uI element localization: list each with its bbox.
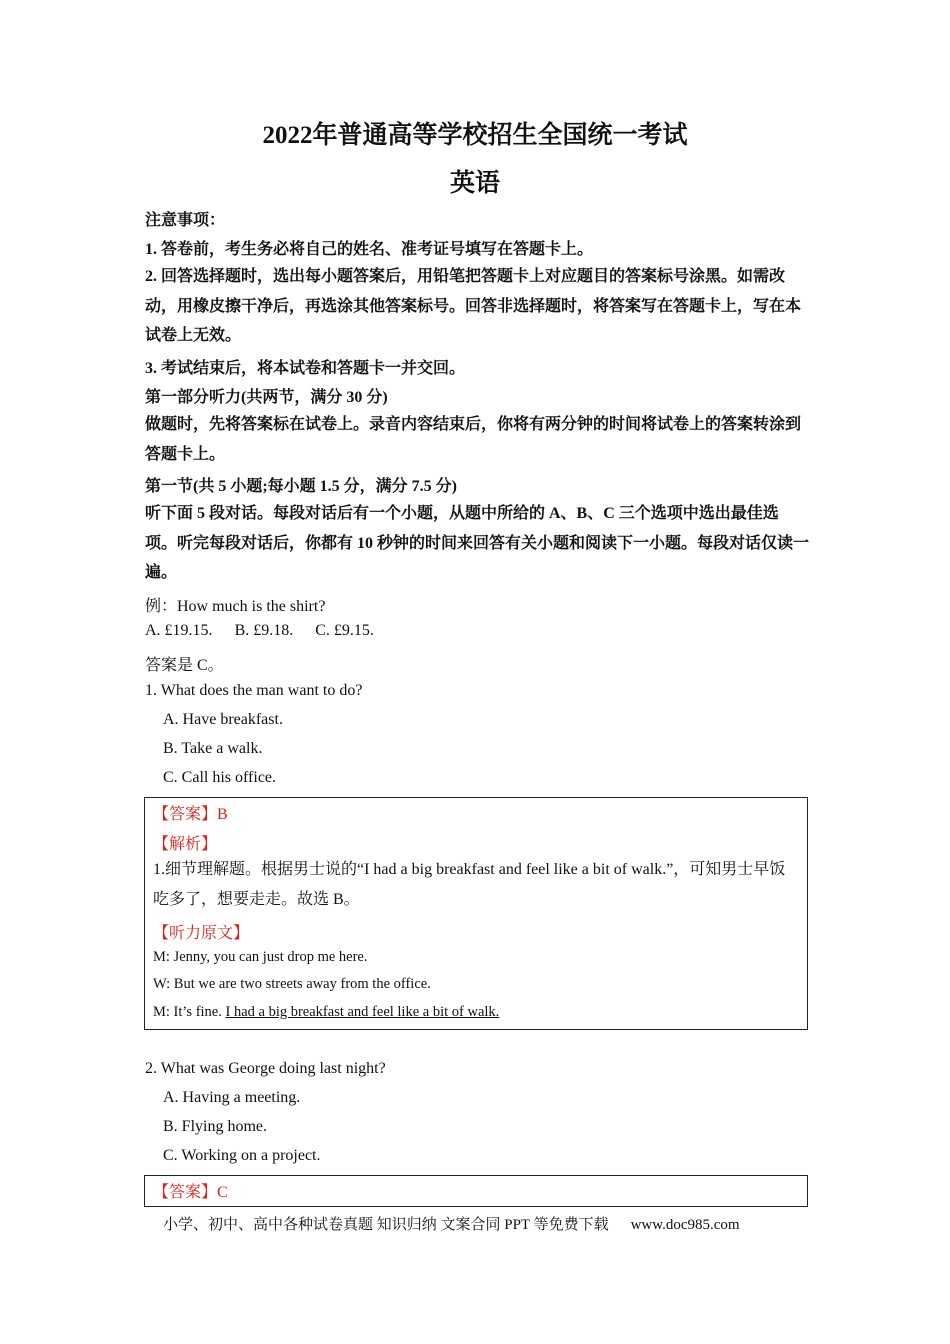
q2-answer-box <box>144 1175 808 1207</box>
example-options <box>145 622 374 640</box>
q2-answer-label: 【答案】 <box>153 1184 218 1201</box>
subject-title: 英语 <box>449 170 500 197</box>
q1-analysis-label: 【解析】 <box>153 836 218 853</box>
q2-answer-value: C <box>217 1184 228 1201</box>
part1-heading: 第一部分听力(共两节，满分 30 分) <box>145 389 388 406</box>
q1-transcript-line-3 <box>153 1004 499 1021</box>
section-instruction: 听下面 5 段对话。每段对话后有一个小题，从题中所给的 A、B、C 三个选项中选出最佳选项。听完每段对话后，你都有 10 秒钟的时间来回答有关小题和阅读下一小题。每段对话仅读一遍。 <box>145 505 810 581</box>
q1-transcript-line-1: M: Jenny, you can just drop me here. <box>153 949 368 965</box>
q2-option-b: B. Flying home. <box>163 1118 268 1135</box>
q1-transcript-line-3-prefix: M: It’s fine. <box>153 1004 226 1020</box>
page-footer <box>163 1213 740 1234</box>
q2-question: 2. What was George doing last night? <box>145 1060 386 1077</box>
notice-item-1: 1. 答卷前，考生务必将自己的姓名、准考证号填写在答题卡上。 <box>145 241 594 258</box>
q1-analysis-text: 1.细节理解题。根据男士说的“I had a big breakfast and feel like a bit of walk.”，可知男士早饭吃多了，想要走走。故选 B。 <box>153 861 786 908</box>
part1-instruction: 做题时，先将答案标在试卷上。录音内容结束后，你将有两分钟的时间将试卷上的答案转涂到答题卡上。 <box>145 416 802 463</box>
q1-option-a: A. Have breakfast. <box>163 711 283 728</box>
q1-option-b: B. Take a walk. <box>163 740 263 757</box>
q1-answer-value: B <box>217 806 228 823</box>
q2-option-a: A. Having a meeting. <box>163 1089 301 1106</box>
footer-text: 小学、初中、高中各种试卷真题 知识归纳 文案合同 PPT 等免费下载 <box>163 1217 609 1233</box>
example-option-c: C. £9.15. <box>315 622 374 639</box>
example-option-a: A. £19.15. <box>145 622 213 639</box>
q1-transcript-line-2: W: But we are two streets away from the office. <box>153 976 431 992</box>
q1-transcript-key-sentence: I had a big breakfast and feel like a bit of walk. <box>225 1004 500 1020</box>
example-answer: 答案是 C。 <box>145 657 224 674</box>
exam-title: 2022年普通高等学校招生全国统一考试 <box>262 122 688 149</box>
section-heading: 第一节(共 5 小题;每小题 1.5 分，满分 7.5 分) <box>145 478 457 495</box>
q2-answer-line <box>153 1179 228 1202</box>
q1-transcript-label: 【听力原文】 <box>153 925 250 942</box>
notice-heading: 注意事项： <box>145 212 226 229</box>
notice-item-3: 3. 考试结束后，将本试卷和答题卡一并交回。 <box>145 360 466 377</box>
q2-option-c: C. Working on a project. <box>163 1147 321 1164</box>
q1-question: 1. What does the man want to do? <box>145 682 363 699</box>
q1-answer-line <box>153 801 228 824</box>
footer-site-link[interactable]: www.doc985.com <box>630 1217 740 1233</box>
q1-answer-box <box>144 797 808 1030</box>
example-option-b: B. £9.18. <box>234 622 294 639</box>
notice-item-2: 2. 回答选择题时，选出每小题答案后，用铅笔把答题卡上对应题目的答案标号涂黑。如需改动，用橡皮擦干净后，再选涂其他答案标号。回答非选择题时，将答案写在答题卡上，写在本试卷上无效。 <box>145 268 802 344</box>
example-question: 例：How much is the shirt? <box>145 598 326 615</box>
q1-option-c: C. Call his office. <box>163 769 277 786</box>
q1-answer-label: 【答案】 <box>153 806 218 823</box>
